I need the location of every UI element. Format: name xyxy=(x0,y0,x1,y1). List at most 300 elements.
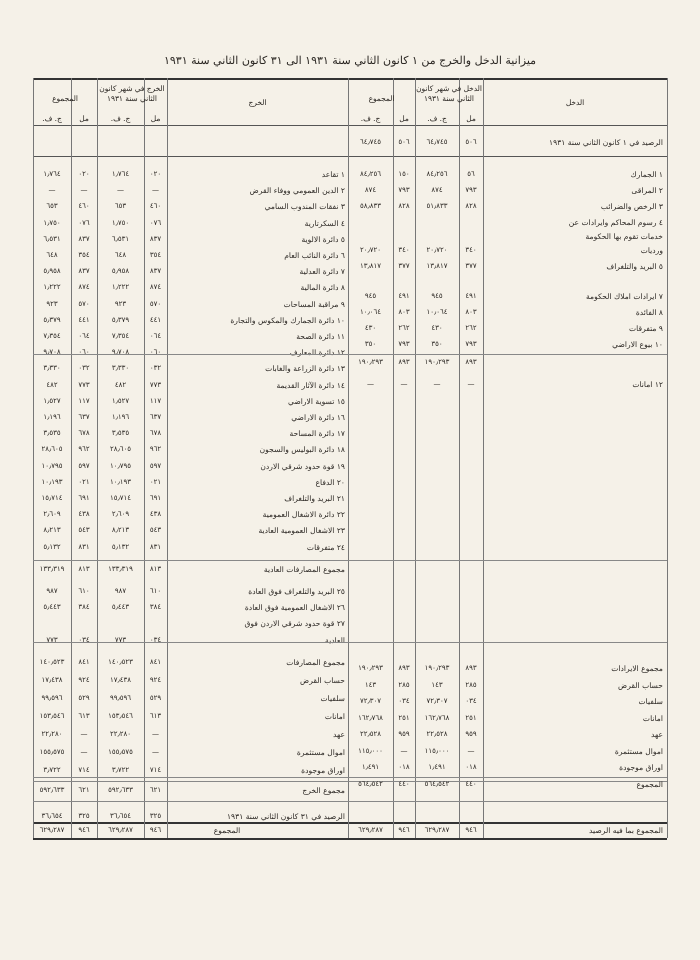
income-row-mil: ٠٣٤ xyxy=(465,697,477,705)
expense-row-total-mil: ٦٣٧ xyxy=(78,413,90,421)
income-row-total-pound: ٣٥٠ xyxy=(364,340,377,348)
income-row-total-mil: ٤٤٠ xyxy=(398,779,410,788)
expense-row-total-mil: ٧١٤ xyxy=(78,766,90,774)
income-row-mil: ٣٤٠ xyxy=(465,246,477,254)
opening-balance-mil: ٥٠٦ xyxy=(465,138,477,146)
grand-total-expense-pound: ٦٢٩٫٢٨٧ xyxy=(108,826,133,834)
income-row-mil: ٨٩٣ xyxy=(465,664,477,672)
income-row-mil: ٢٦٢ xyxy=(465,324,477,332)
expense-row-mil: ٠٦٠ xyxy=(149,348,162,357)
income-row-mil: ٥٦ xyxy=(467,170,475,178)
income-row-total-pound: ٢٢٫٥٢٨ xyxy=(359,730,382,738)
expense-row-pound: ١٫٧٥٠ xyxy=(111,218,130,227)
expense-row-mil: ٤٦٠ xyxy=(149,202,162,211)
expense-row-pound: ٩٢٣ xyxy=(114,299,127,308)
income-row-mil: ٣٧٧ xyxy=(465,262,477,270)
col-line xyxy=(167,78,168,838)
grand-total-income-label: المجموع بما فيه الرصيد xyxy=(589,826,663,835)
expense-row-total-pound: ٥٫٤٤٣ xyxy=(43,603,61,612)
income-row-total-pound: ٨٤٫٢٥٦ xyxy=(359,170,382,178)
income-row-label: امانات xyxy=(642,713,663,723)
expense-row-pound: ١٠٫١٩٣ xyxy=(109,477,132,486)
income-row-label: ورديات xyxy=(640,246,663,255)
expense-row-total-mil: ٦٧٨ xyxy=(78,429,90,438)
unit-pound: ج. ف. xyxy=(360,114,381,123)
expense-row-pound: ٢٨٫٦٠٥ xyxy=(109,445,132,454)
income-row-label: اموال مستثمرة xyxy=(614,746,663,756)
expense-row-total-mil: ٠٣٤ xyxy=(78,635,90,644)
expense-row-label: ٢٧ قوة حدود شرقي الاردن فوق xyxy=(244,619,345,629)
income-row-total-mil: ٠٣٤ xyxy=(398,697,410,705)
expense-row-label: ٢٣ الاشغال العمومية العادية xyxy=(258,526,345,536)
income-row-mil: ٢٨٥ xyxy=(465,680,477,689)
expense-row-total-mil: ٠٢١ xyxy=(78,477,90,486)
expense-row-pound: — xyxy=(117,186,124,195)
expense-row-total-mil: ٨١٣ xyxy=(78,564,90,573)
income-row-total-mil: ٨٠٣ xyxy=(398,308,410,316)
expense-row-pound: ٥٫٣٧٩ xyxy=(111,315,130,324)
opening-balance-label: الرصيد في ١ كانون الثاني سنة ١٩٣١ xyxy=(549,138,663,147)
expense-row-total-pound: ٥٫٩٥٨ xyxy=(43,267,61,276)
expense-row-label: ١٧ دائرة المساحة xyxy=(289,429,345,439)
expense-row-label: ٢ الدين العمومي ووفاء القرض xyxy=(249,186,345,196)
expense-row-mil: ٥٧٠ xyxy=(149,299,162,308)
income-month-header: الدخل في شهر كانون الثاني سنة ١٩٣١ xyxy=(416,84,482,103)
income-row-label: سلفيات xyxy=(638,697,663,706)
expense-row-label: ٧ دائرة العدلية xyxy=(299,267,345,277)
expense-row-mil: ٠٢١ xyxy=(149,477,162,486)
expense-row-mil: ٨٣٧ xyxy=(149,234,162,243)
income-row-pound: ١٩٠٫٢٩٣ xyxy=(424,358,450,366)
page-title: ميزانية الدخل والخرج من ١ كانون الثاني سنة ١٩٣١ الى ٣١ كانون الثاني سنة ١٩٣١ xyxy=(163,54,537,67)
expense-row-total-pound: ١٥٫٧١٤ xyxy=(41,494,63,502)
row-separator xyxy=(33,560,667,561)
expense-row-mil: ٧٧٣ xyxy=(149,380,162,389)
expense-row-total-pound: ٥٩٢٫٦٣٣ xyxy=(39,786,65,794)
expense-row-total-mil: — xyxy=(80,748,88,756)
col-line xyxy=(667,78,668,838)
expense-row-total-pound: ٩٩٫٥٩٦ xyxy=(41,694,63,702)
expense-row-total-mil: ٦١٣ xyxy=(78,712,90,720)
expense-row-mil: ٥٢٩ xyxy=(149,694,162,702)
expense-row-mil: ٤٤١ xyxy=(149,315,162,324)
expense-row-total-pound: ٦٥٣ xyxy=(46,202,58,211)
income-row-total-mil: ٢٨٥ xyxy=(398,680,410,689)
income-row-total-mil: ١٥٠ xyxy=(398,170,410,178)
expense-row-total-pound: ٣٫٣٣٠ xyxy=(43,364,61,373)
expense-row-label: مجموع المصارفات xyxy=(286,658,345,667)
expense-row-mil: ٠٣٢ xyxy=(149,364,162,373)
budget-table xyxy=(33,78,667,838)
expense-row-mil: ٥٩٧ xyxy=(149,461,162,470)
income-row-total-pound: ٢٠٫٧٢٠ xyxy=(359,246,382,254)
expense-row-total-mil: ٨٣٧ xyxy=(78,267,90,276)
table-bottom-border xyxy=(33,838,667,840)
expense-row-label: ٢٤ متفرقات xyxy=(306,542,345,552)
expense-row-pound: ٥٫١٣٢ xyxy=(111,542,130,551)
expense-row-mil: — xyxy=(152,748,159,756)
expense-row-pound: ١٥٥٫٥٧٥ xyxy=(108,748,133,756)
expense-row-pound: ١٣٣٫٣١٩ xyxy=(108,564,133,573)
income-row-pound: ٧٢٫٣٠٧ xyxy=(426,697,448,705)
expense-row-pound: ١٧٫٤٣٨ xyxy=(109,676,132,684)
opening-balance-total-pound: ٦٤٫٧٤٥ xyxy=(359,138,382,146)
expense-row-total-pound: — xyxy=(48,186,56,195)
income-row-total-pound: ٨٧٤ xyxy=(364,186,377,194)
expense-row-mil: — xyxy=(152,186,159,195)
expense-row-pound: ٧٫٣٥٤ xyxy=(111,332,130,340)
expense-row-label: اموال مستثمرة xyxy=(296,748,345,757)
income-row-total-mil: ٣٤٠ xyxy=(398,246,410,254)
expense-row-total-mil: ٠٣٢ xyxy=(78,364,90,373)
opening-row-border xyxy=(33,156,667,157)
expense-row-label: ١٥ تسوية الاراضي xyxy=(288,396,345,406)
expense-row-pound: ١٫١٩٦ xyxy=(111,413,130,421)
expense-row-total-mil: ٠٦٤ xyxy=(78,332,90,340)
income-row-total-pound: ٥٨٫٨٣٣ xyxy=(359,202,382,210)
expense-row-label: ٦ دائرة النائب العام xyxy=(284,251,345,260)
income-row-pound: ٨٤٫٢٥٦ xyxy=(426,170,448,178)
expense-row-total-mil: ٤٤١ xyxy=(78,315,90,324)
expense-row-label: امانات xyxy=(324,712,345,721)
income-row-pound: ٩٤٥ xyxy=(431,292,443,300)
income-row-total-pound: ١١٥٫٠٠٠ xyxy=(358,746,383,755)
income-row-mil: — xyxy=(467,746,475,755)
expense-month-header: الخرج في شهر كانون الثاني سنة ١٩٣١ xyxy=(99,84,165,103)
grand-total-expense-mil: ٩٤٦ xyxy=(149,826,162,834)
opening-balance-total-mil: ٥٠٦ xyxy=(398,138,410,146)
expense-row-total-pound: ٥٫١٣٢ xyxy=(43,542,61,551)
income-row-mil: — xyxy=(467,380,475,388)
expense-row-total-pound: ٧٧٣ xyxy=(46,635,58,644)
expense-row-total-pound: ٤٨٢ xyxy=(46,380,58,389)
expense-row-total-mil: ٥٧٠ xyxy=(78,299,90,308)
income-row-pound: ١٩٠٫٢٩٣ xyxy=(424,664,450,672)
expense-row-pound: ٩٩٫٥٩٦ xyxy=(109,694,132,702)
expense-row-pound: ١٫٧٦٤ xyxy=(111,170,130,178)
expense-row-pound: ١٠٫٧٩٥ xyxy=(109,461,132,470)
expense-row-total-mil: ٨٧٤ xyxy=(78,283,90,292)
unit-mil: مل xyxy=(399,114,409,123)
expense-row-mil: ٦٧٨ xyxy=(149,429,162,438)
income-row-pound: ١٠٫٠٦٤ xyxy=(426,308,448,316)
income-row-label: المجموع xyxy=(636,779,663,789)
income-row-total-mil: ٢٥١ xyxy=(398,713,410,722)
income-row-label: ٩ متفرقات xyxy=(629,324,663,333)
expense-row-label: مجموع الخرج xyxy=(302,786,345,795)
income-row-total-mil: ٨٢٨ xyxy=(398,202,410,210)
expense-row-total-pound: ١٤٠٫٥٢٣ xyxy=(39,658,65,666)
expense-row-total-pound: ٣٫٥٣٥ xyxy=(43,429,61,438)
expense-row-label: ١٣ دائرة الزراعة والغابات xyxy=(265,364,345,374)
income-row-pound: ١٣٫٨١٧ xyxy=(426,262,448,270)
expense-row-label: الرصيد في ٣١ كانون الثاني سنة ١٩٣١ xyxy=(226,812,345,821)
income-row-total-pound: ١٠٫٠٦٤ xyxy=(359,308,382,316)
expense-row-pound: ١٫٢٢٢ xyxy=(111,283,130,292)
income-total-header: المجموع xyxy=(368,94,395,103)
grand-total-expense-label: المجموع xyxy=(213,826,241,835)
income-row-total-pound: — xyxy=(367,380,374,388)
expense-row-mil: ٣٥٤ xyxy=(149,251,162,259)
grand-total-expense-total-mil: ٩٤٦ xyxy=(78,826,90,834)
expense-row-mil: ٥٤٣ xyxy=(149,526,162,535)
income-row-total-mil: ٠١٨ xyxy=(398,763,410,771)
expense-row-total-mil: ٠٧٦ xyxy=(78,218,90,227)
expense-row-mil: ٠٦٤ xyxy=(149,332,162,340)
income-row-total-mil: ٨٩٣ xyxy=(398,358,410,366)
row-separator xyxy=(33,801,667,802)
income-row-label: ١٢ امانات xyxy=(632,380,663,389)
grand-total-expense-total-pound: ٦٢٩٫٢٨٧ xyxy=(39,826,65,834)
income-row-label: خدمات تقوم بها الحكومة xyxy=(585,232,663,241)
income-row-mil: ٢٥١ xyxy=(465,713,477,722)
expense-row-mil: ٣٨٤ xyxy=(149,603,162,612)
expense-row-pound: ١٤٠٫٥٢٣ xyxy=(108,658,133,666)
expense-row-total-pound: ١٫٥٢٧ xyxy=(43,396,61,405)
income-row-mil: ٧٩٣ xyxy=(465,340,477,348)
expense-row-mil: ٩٦٢ xyxy=(149,445,162,454)
income-row-label: ١٠ بيوع الاراضي xyxy=(612,340,663,349)
expense-row-total-mil: ٠٢٠ xyxy=(78,170,90,178)
expense-row-label: ١٨ دائرة البوليس والسجون xyxy=(259,445,345,455)
income-row-pound: — xyxy=(433,380,441,388)
expense-row-mil: ٩٢٤ xyxy=(149,676,162,684)
income-row-pound: ٢٢٫٥٢٨ xyxy=(426,730,448,738)
expense-row-total-mil: ٥٩٧ xyxy=(78,461,90,470)
income-row-pound: ٥٦٤٫٥٤٢ xyxy=(424,779,450,788)
expense-row-label: ١١ دائرة الصحة xyxy=(296,332,345,341)
expense-row-label: العادية xyxy=(325,635,345,645)
income-row-total-pound: ٧٢٫٣٠٧ xyxy=(359,697,382,705)
expense-row-mil: ٦٣٧ xyxy=(149,413,162,421)
row-separator xyxy=(33,354,667,355)
income-row-label: ١ الجمارك xyxy=(630,170,663,179)
expense-row-label: ٩ مراقبة المساحات xyxy=(283,299,345,309)
income-row-mil: ٨٢٨ xyxy=(465,202,477,210)
income-row-mil: ٤٤٠ xyxy=(465,779,477,788)
income-row-pound: ٥١٫٨٣٣ xyxy=(426,202,448,210)
expense-row-label: ١٤ دائرة الآثار القديمة xyxy=(276,380,345,390)
expense-row-total-pound: ١٫١٩٦ xyxy=(43,413,61,421)
expense-row-mil: ٨٧٤ xyxy=(149,283,162,292)
unit-pound: ج. ف. xyxy=(42,114,62,123)
expense-row-label: ٢٢ دائرة الاشغال العمومية xyxy=(262,510,345,520)
expense-row-label: مجموع المصارفات العادية xyxy=(263,564,345,574)
income-row-mil: ٧٩٣ xyxy=(465,186,477,194)
expense-row-pound: ٥٫٩٥٨ xyxy=(111,267,130,276)
expense-row-pound: ٣٫٥٣٥ xyxy=(111,429,130,438)
expense-row-mil: ٨٤١ xyxy=(149,658,162,666)
expense-row-total-mil: ٦١٠ xyxy=(78,587,90,595)
header-bottom-border xyxy=(33,125,667,126)
expense-row-pound: ٣٦٫٦٥٤ xyxy=(109,812,132,820)
grand-total-income-mil: ٩٤٦ xyxy=(465,826,477,834)
expense-row-total-pound: ١٧٫٤٣٨ xyxy=(41,676,63,684)
expense-row-total-pound: ٦٤٨ xyxy=(46,251,58,259)
income-row-total-mil: ٢٦٢ xyxy=(398,324,410,332)
expense-row-label: ١٦ دائرة الاراضي xyxy=(291,413,345,422)
expense-row-pound: ٥٩٢٫٦٣٣ xyxy=(108,786,133,794)
expense-row-total-pound: ١٠٫١٩٣ xyxy=(41,477,63,486)
expense-row-label: ٥ دائرة الالوية xyxy=(301,234,345,244)
expense-row-total-mil: — xyxy=(80,730,88,738)
expense-row-label: اوراق موجودة xyxy=(301,766,345,775)
expense-row-total-mil: ٨٤١ xyxy=(78,658,90,666)
income-header: الدخل xyxy=(565,98,585,107)
expense-row-total-mil: ٨٣١ xyxy=(78,542,90,551)
expense-row-total-pound: ١٣٣٫٣١٩ xyxy=(39,564,65,573)
expense-row-total-mil: ٤٦٠ xyxy=(78,202,90,211)
expense-row-total-mil: ٥٤٣ xyxy=(78,526,90,535)
expense-row-label: ٣ نفقات المندوب السامي xyxy=(264,202,345,212)
expense-row-label: ٢١ البريد والتلغراف xyxy=(284,494,345,503)
expense-row-total-pound: ٩٫٧٠٨ xyxy=(43,348,61,357)
expense-row-mil: ٨٣٧ xyxy=(149,267,162,276)
expense-row-pound: ٦٫٥٣١ xyxy=(111,234,130,243)
expense-row-label: ٢٥ البريد والتلغراف فوق العادة xyxy=(248,587,345,596)
col-line xyxy=(483,78,484,838)
expense-row-total-pound: ١٥٣٫٥٤٦ xyxy=(39,712,65,720)
table-top-border xyxy=(33,78,667,80)
unit-mil: مل xyxy=(150,114,161,123)
expense-row-total-mil: ٤٣٨ xyxy=(78,510,90,519)
expense-row-pound: ٢٢٫٢٨٠ xyxy=(109,730,132,738)
income-row-pound: ١٤٣ xyxy=(431,680,443,689)
expense-row-mil: ٨١٣ xyxy=(149,564,162,573)
income-row-pound: ١١٥٫٠٠٠ xyxy=(424,746,450,755)
expense-row-label: ١٠ دائرة الجمارك والمكوس والتجارة xyxy=(230,315,345,325)
expense-row-total-mil: ٥٢٩ xyxy=(78,694,90,702)
expense-row-mil: ٦١٣ xyxy=(149,712,162,720)
expense-row-pound: ٩٫٧٠٨ xyxy=(111,348,130,357)
income-row-pound: ٢٠٫٧٢٠ xyxy=(426,246,448,254)
income-row-total-pound: ١٣٫٨١٧ xyxy=(359,262,382,270)
expense-row-total-pound: ١٫٧٦٤ xyxy=(43,170,61,178)
expense-row-total-mil: ٣٢٥ xyxy=(78,812,90,820)
income-row-label: عهد xyxy=(650,730,663,739)
income-row-mil: ٨٠٣ xyxy=(465,308,477,316)
unit-mil: مل xyxy=(79,114,89,123)
expense-row-mil: ٠٣٤ xyxy=(149,635,162,644)
expense-row-pound: ٥٫٤٤٣ xyxy=(111,603,130,612)
expense-row-total-pound: ١٫٢٢٢ xyxy=(43,283,61,292)
expense-row-total-mil: — xyxy=(80,186,88,195)
income-row-total-pound: ١٫٤٩١ xyxy=(361,763,380,771)
income-row-label: ٤ رسوم المحاكم وايرادات عن xyxy=(568,218,663,227)
expense-row-total-mil: ٩٢٤ xyxy=(78,676,90,684)
income-row-total-pound: ١٤٣ xyxy=(364,680,377,689)
expense-row-mil: ٦٢١ xyxy=(149,786,162,794)
expense-row-mil: ٣٢٥ xyxy=(149,812,162,820)
expense-row-total-pound: ٦٫٥٣١ xyxy=(43,234,61,243)
expense-row-total-pound: ٩٨٧ xyxy=(46,587,58,595)
expense-row-mil: ٨٣١ xyxy=(149,542,162,551)
expense-total-header: المجموع xyxy=(52,94,78,103)
income-row-total-mil: ٤٩١ xyxy=(398,292,410,300)
income-row-total-pound: ١٩٠٫٢٩٣ xyxy=(358,358,383,366)
expense-row-label: ٢٦ الاشغال العمومية فوق العادة xyxy=(244,603,345,613)
expense-row-label: ٢٠ الدفاع xyxy=(315,477,345,487)
expense-row-pound: ٣٫٣٣٠ xyxy=(111,364,130,373)
expense-row-label: ١٩ قوة حدود شرقي الاردن xyxy=(260,461,345,471)
expense-row-total-mil: ١١٧ xyxy=(78,396,90,405)
expense-row-total-pound: ٧٫٣٥٤ xyxy=(43,332,61,340)
expense-row-total-pound: ٣٫٧٢٢ xyxy=(43,766,61,774)
expense-row-pound: ٩٨٧ xyxy=(114,587,127,595)
income-row-total-pound: ٤٣٠ xyxy=(364,324,377,332)
expense-row-label: ٤ السكرتارية xyxy=(304,218,345,228)
expense-row-total-mil: ٧٧٣ xyxy=(78,380,90,389)
expense-row-total-pound: ٢٫٦٠٩ xyxy=(43,510,61,519)
expense-row-total-mil: ٩٦٢ xyxy=(78,445,90,454)
expense-row-mil: ١١٧ xyxy=(149,396,162,405)
expense-row-mil: ٦١٠ xyxy=(149,587,162,595)
expense-row-total-pound: ٢٨٫٦٠٥ xyxy=(41,445,63,454)
expense-row-pound: ١٥٫٧١٤ xyxy=(109,494,132,502)
expense-row-pound: ٣٫٧٢٢ xyxy=(111,766,130,774)
expense-row-label: ٨ دائرة المالية xyxy=(300,283,345,293)
income-row-total-pound: ٥٦٤٫٥٤٢ xyxy=(358,779,383,788)
expense-row-pound: ١٥٣٫٥٤٦ xyxy=(108,712,133,720)
expense-row-pound: ٦٥٣ xyxy=(114,202,127,211)
expense-row-total-pound: ٣٦٫٦٥٤ xyxy=(41,812,63,820)
row-separator xyxy=(33,777,667,778)
income-row-total-mil: ٨٩٣ xyxy=(398,664,410,672)
income-row-total-mil: — xyxy=(400,380,408,388)
expense-row-total-pound: ٥٫٣٧٩ xyxy=(43,315,61,324)
expense-row-pound: ٤٨٢ xyxy=(114,380,127,389)
expense-row-pound: ٢٫٦٠٩ xyxy=(111,510,130,519)
expense-row-total-pound: ٩٢٣ xyxy=(46,299,58,308)
expense-row-total-pound: ١٠٫٧٩٥ xyxy=(41,461,63,470)
expense-row-total-mil: ٠٦٠ xyxy=(78,348,90,357)
expense-row-total-mil: ٣٨٤ xyxy=(78,603,90,612)
income-row-label: ٥ البريد والتلغراف xyxy=(606,262,663,271)
expense-row-total-pound: ١٫٧٥٠ xyxy=(43,218,61,227)
expense-row-pound: ١٫٥٢٧ xyxy=(111,396,130,405)
grand-total-income-pound: ٦٢٩٫٢٨٧ xyxy=(424,826,450,834)
income-row-label: ٢ المراقى xyxy=(631,186,663,195)
grand-total-income-total-mil: ٩٤٦ xyxy=(398,826,410,834)
income-row-label: مجموع الايرادات xyxy=(611,664,663,673)
expense-row-label: سلفيات xyxy=(320,694,345,703)
expense-row-total-pound: ٢٢٫٢٨٠ xyxy=(41,730,63,738)
expense-row-mil: ٦٩١ xyxy=(149,494,162,502)
expense-header: الخرج xyxy=(248,98,267,107)
income-row-mil: ٩٥٩ xyxy=(465,730,477,738)
income-row-total-pound: ٩٤٥ xyxy=(364,292,377,300)
expense-row-pound: ٧٧٣ xyxy=(114,635,127,644)
expense-row-mil: ٤٣٨ xyxy=(149,510,162,519)
expense-row-total-pound: ١٥٥٫٥٧٥ xyxy=(39,748,65,756)
income-row-mil: ٤٩١ xyxy=(465,292,477,300)
income-row-total-mil: ٧٩٣ xyxy=(398,340,410,348)
expense-row-total-mil: ٦٢١ xyxy=(78,786,90,794)
expense-row-label: ١ تقاعد xyxy=(321,170,345,179)
row-separator xyxy=(33,642,667,643)
expense-row-label: عهد xyxy=(332,730,345,739)
income-row-pound: ٨٧٤ xyxy=(431,186,443,194)
grand-total-top-border xyxy=(33,822,667,824)
income-row-label: ٣ الرخص والضرائب xyxy=(600,202,663,211)
expense-row-mil: — xyxy=(152,730,159,738)
income-row-total-mil: ٩٥٩ xyxy=(398,730,410,738)
income-row-pound: ٣٥٠ xyxy=(431,340,443,348)
expense-row-mil: ٠٧٦ xyxy=(149,218,162,227)
income-row-label: اوراق موجودة xyxy=(619,763,663,772)
unit-pound: ج. ف. xyxy=(427,114,447,123)
unit-mil: مل xyxy=(466,114,476,123)
